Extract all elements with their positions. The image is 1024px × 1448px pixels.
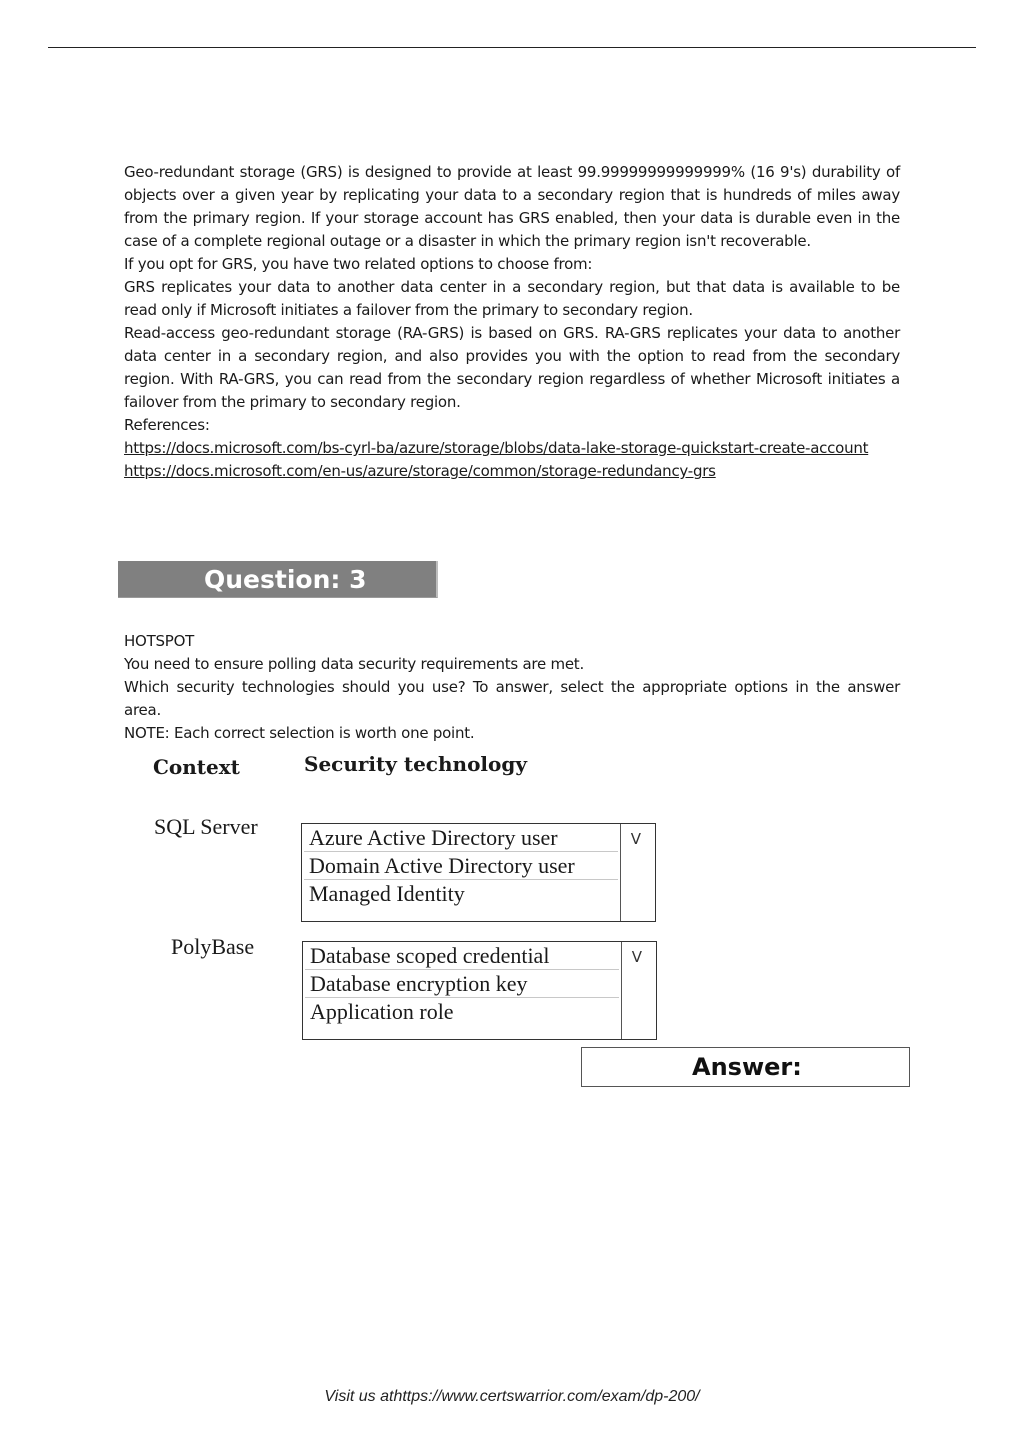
context-label-sql-server: SQL Server bbox=[154, 814, 258, 839]
dropdown-option[interactable]: Database encryption key bbox=[305, 970, 619, 998]
footer-text: Visit us athttps://www.certswarrior.com/exam/dp-200/ bbox=[324, 1388, 700, 1405]
dropdown-option[interactable]: Azure Active Directory user bbox=[304, 824, 618, 852]
dropdown-options bbox=[302, 824, 621, 921]
chevron-down-icon[interactable]: V bbox=[631, 948, 642, 966]
explanation-paragraph: Read-access geo-redundant storage (RA-GRS) is based on GRS. RA-GRS replicates your data to another data center in a secondary region, and also provides you with the option to read from the secondary region. With RA-GRS, you can read from the secondary region regardless of whether Microsoft initiates a failover from the primary to secondary region. bbox=[124, 324, 900, 411]
reference-link[interactable]: https://docs.microsoft.com/en-us/azure/storage/common/storage-redundancy-grs bbox=[124, 462, 716, 480]
explanation-paragraph: GRS replicates your data to another data center in a secondary region, but that data is available to be read only if Microsoft initiates a failover from the primary to secondary region. bbox=[124, 278, 900, 319]
question-title: Question: 3 bbox=[204, 565, 367, 594]
question-line: NOTE: Each correct selection is worth one point. bbox=[124, 724, 475, 742]
context-label-polybase: PolyBase bbox=[171, 934, 255, 959]
explanation-text bbox=[124, 161, 900, 483]
dropdown-option[interactable]: Database scoped credential bbox=[305, 942, 619, 970]
question-banner bbox=[118, 561, 438, 598]
polybase-dropdown[interactable] bbox=[302, 941, 657, 1040]
answer-label: Answer: bbox=[692, 1053, 802, 1081]
dropdown-option[interactable]: Managed Identity bbox=[309, 881, 465, 906]
explanation-paragraph: If you opt for GRS, you have two related options to choose from: bbox=[124, 255, 593, 273]
question-line: You need to ensure polling data security requirements are met. bbox=[124, 655, 584, 673]
references-label: References: bbox=[124, 416, 210, 434]
chevron-down-icon[interactable]: V bbox=[630, 830, 641, 848]
question-text bbox=[124, 630, 900, 745]
dropdown-option[interactable]: Application role bbox=[310, 999, 454, 1024]
top-rule bbox=[48, 47, 976, 48]
dropdown-options bbox=[303, 942, 622, 1039]
question-type: HOTSPOT bbox=[124, 632, 195, 650]
security-technology-header: Security technology bbox=[304, 752, 527, 776]
reference-link[interactable]: https://docs.microsoft.com/bs-cyrl-ba/azure/storage/blobs/data-lake-storage-quickstart-create-account bbox=[124, 439, 869, 457]
answer-box bbox=[581, 1047, 910, 1087]
dropdown-option[interactable]: Domain Active Directory user bbox=[304, 852, 618, 880]
question-line: Which security technologies should you use? To answer, select the appropriate options in the answer area. bbox=[124, 678, 900, 719]
context-header: Context bbox=[153, 755, 240, 779]
sql-server-dropdown[interactable] bbox=[301, 823, 656, 922]
explanation-paragraph: Geo-redundant storage (GRS) is designed to provide at least 99.99999999999999% (16 9's) durability of objects over a given year by replicating your data to a secondary region that is hundreds of miles away from the primary region. If your storage account has GRS enabled, then your data is durable even in the case of a complete regional outage or a disaster in which the primary region isn't recoverable. bbox=[124, 163, 900, 250]
